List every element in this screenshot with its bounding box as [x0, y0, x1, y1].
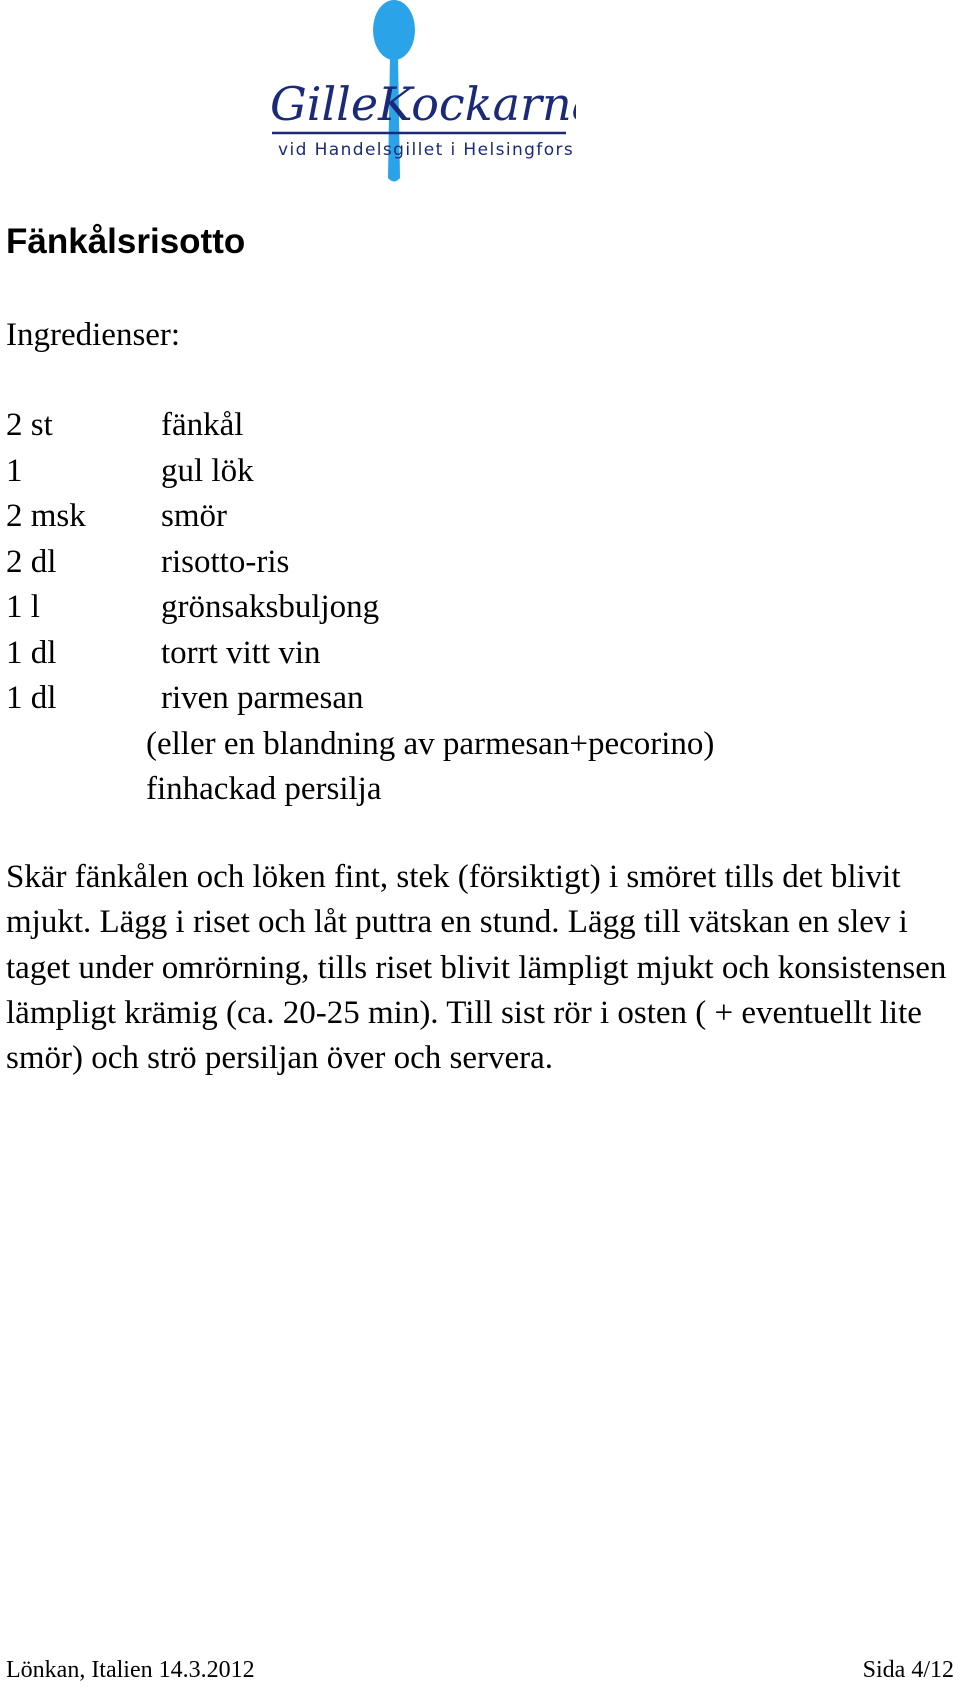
ingredient-quantity: 1 dl [6, 680, 57, 716]
ingredient-name: fänkål [161, 407, 244, 443]
spoon-logo-icon [266, 0, 576, 182]
recipe-title: Fänkålsrisotto [6, 222, 246, 261]
ingredient-name: (eller en blandning av parmesan+pecorino) [146, 725, 715, 762]
ingredient-quantity: 1 l [6, 589, 40, 625]
ingredient-name: grönsaksbuljong [161, 589, 380, 625]
ingredient-name: finhackad persilja [146, 771, 382, 807]
gillekockarna-logo [266, 0, 576, 182]
ingredient-name: gul lök [161, 452, 254, 489]
instructions-paragraph: Skär fänkålen och löken fint, stek (försiktigt) i smöret tills det blivit mjukt. Lägg i riset och låt puttra en stund. Lägg till vätskan en slev i taget under omrörning, tills riset blivit lämpligt mjukt och konsistensen lämpligt krämig (ca. 20-25 min). Till sist rör i osten ( + eventuellt lite smör) och strö persiljan över och servera. [6, 859, 947, 1077]
ingredient-quantity: 1 dl [6, 634, 57, 671]
ingredient-quantity: 2 msk [6, 498, 86, 534]
ingredient-quantity: 1 [6, 452, 23, 489]
logo-tagline: vid Handelsgillet i Helsingfors [278, 140, 575, 160]
ingredients-heading: Ingredienser: [6, 317, 181, 353]
ingredient-name: risotto-ris [161, 543, 290, 580]
footer-page-number: Sida 4/12 [862, 1657, 954, 1683]
ingredient-name: riven parmesan [161, 680, 364, 716]
logo-wordmark: GilleKockarna [270, 77, 576, 131]
ingredient-name: torrt vitt vin [161, 634, 321, 671]
ingredient-quantity: 2 dl [6, 543, 57, 580]
ingredient-quantity: 2 st [6, 407, 53, 443]
footer-location-date: Lönkan, Italien 14.3.2012 [6, 1657, 255, 1683]
ingredient-name: smör [161, 498, 227, 534]
